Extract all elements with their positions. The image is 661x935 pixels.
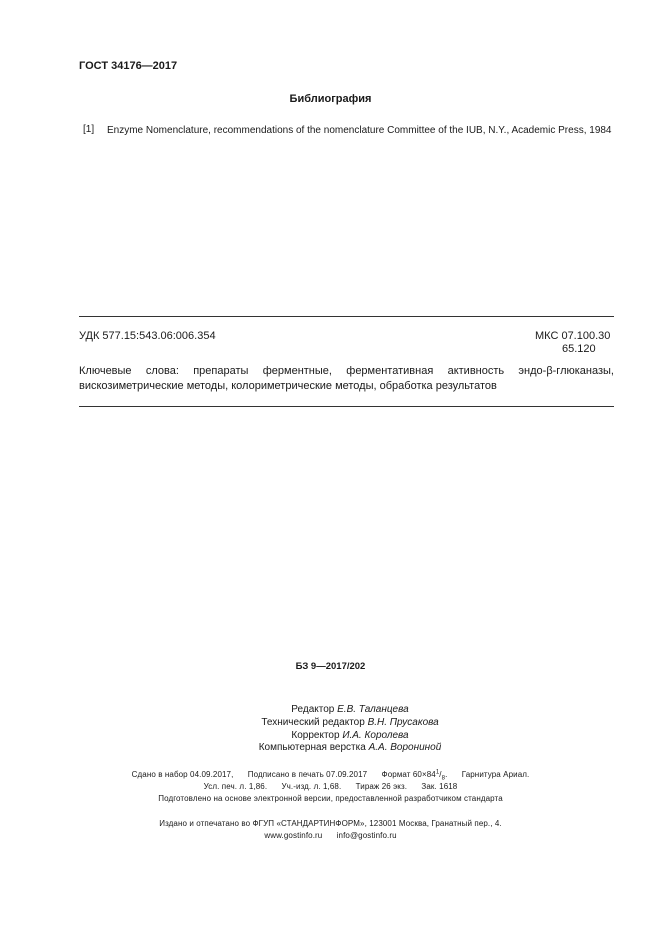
email-link[interactable]: info@gostinfo.ru: [336, 831, 397, 840]
editor-name: Е.В. Таланцева: [337, 704, 409, 715]
print-date: Подписано в печать 07.09.2017: [247, 769, 368, 779]
imprint-line-2: [0, 782, 661, 791]
udk-code: УДК 577.15:543.06:006.354: [79, 330, 216, 342]
tech-editor-name: В.Н. Прусакова: [367, 717, 439, 728]
layout-line: [0, 742, 661, 753]
bz-number: БЗ 9—2017/202: [295, 661, 366, 672]
print-sheets: Усл. печ. л. 1,86.: [203, 782, 268, 791]
editor-line: [0, 704, 661, 715]
typeset-date: Сдано в набор 04.09.2017,: [131, 769, 234, 779]
bibliography-title: Библиография: [289, 93, 372, 105]
mks-code: МКС 07.100.30: [535, 330, 611, 342]
imprint-line-1: [0, 769, 661, 781]
imprint-line-3: Подготовлено на основе электронной версии, предоставленной разработчиком стандарта: [158, 794, 503, 803]
divider-bottom: [79, 406, 614, 407]
format-text: Формат 60×84: [381, 769, 436, 779]
publisher-line: Издано и отпечатано во ФГУП «СТАНДАРТИНФОРМ», 123001 Москва, Гранатный пер., 4.: [159, 819, 502, 828]
corrector-label: Корректор: [291, 730, 340, 741]
circulation: Тираж 26 экз.: [355, 782, 408, 791]
publisher-sheets: Уч.-изд. л. 1,68.: [281, 782, 342, 791]
reference-text: Enzyme Nomenclature, recommendations of the nomenclature Committee of the IUB, N.Y., Academic Press, 1984: [107, 125, 612, 136]
divider-top: [79, 316, 614, 317]
corrector-line: [0, 730, 661, 741]
corrector-name: И.А. Королева: [342, 730, 409, 741]
reference-number: [1]: [83, 124, 95, 135]
keywords: Ключевые слова: препараты ферментные, ферментативная активность эндо-β-глюканазы, вискозиметрические методы, колориметрические методы, обработка результатов: [79, 365, 614, 392]
format-sup: 1: [435, 769, 440, 775]
editor-label: Редактор: [291, 704, 335, 715]
layout-label: Компьютерная верстка: [258, 742, 366, 753]
tech-editor-label: Технический редактор: [261, 717, 365, 728]
tech-editor-line: [0, 717, 661, 728]
mks-code-2: 65.120: [562, 343, 596, 355]
typeface: Гарнитура Ариал.: [461, 769, 530, 779]
format: Формат $60\times 84^1/_8$.: [381, 769, 448, 782]
format-sub: 8: [441, 775, 446, 782]
standard-number: ГОСТ 34176—2017: [79, 60, 178, 72]
website-link[interactable]: www.gostinfo.ru: [264, 831, 323, 840]
contacts-line: [0, 831, 661, 840]
order-number: Зак. 1618: [421, 782, 458, 791]
layout-name: А.А. Ворониной: [368, 742, 442, 753]
